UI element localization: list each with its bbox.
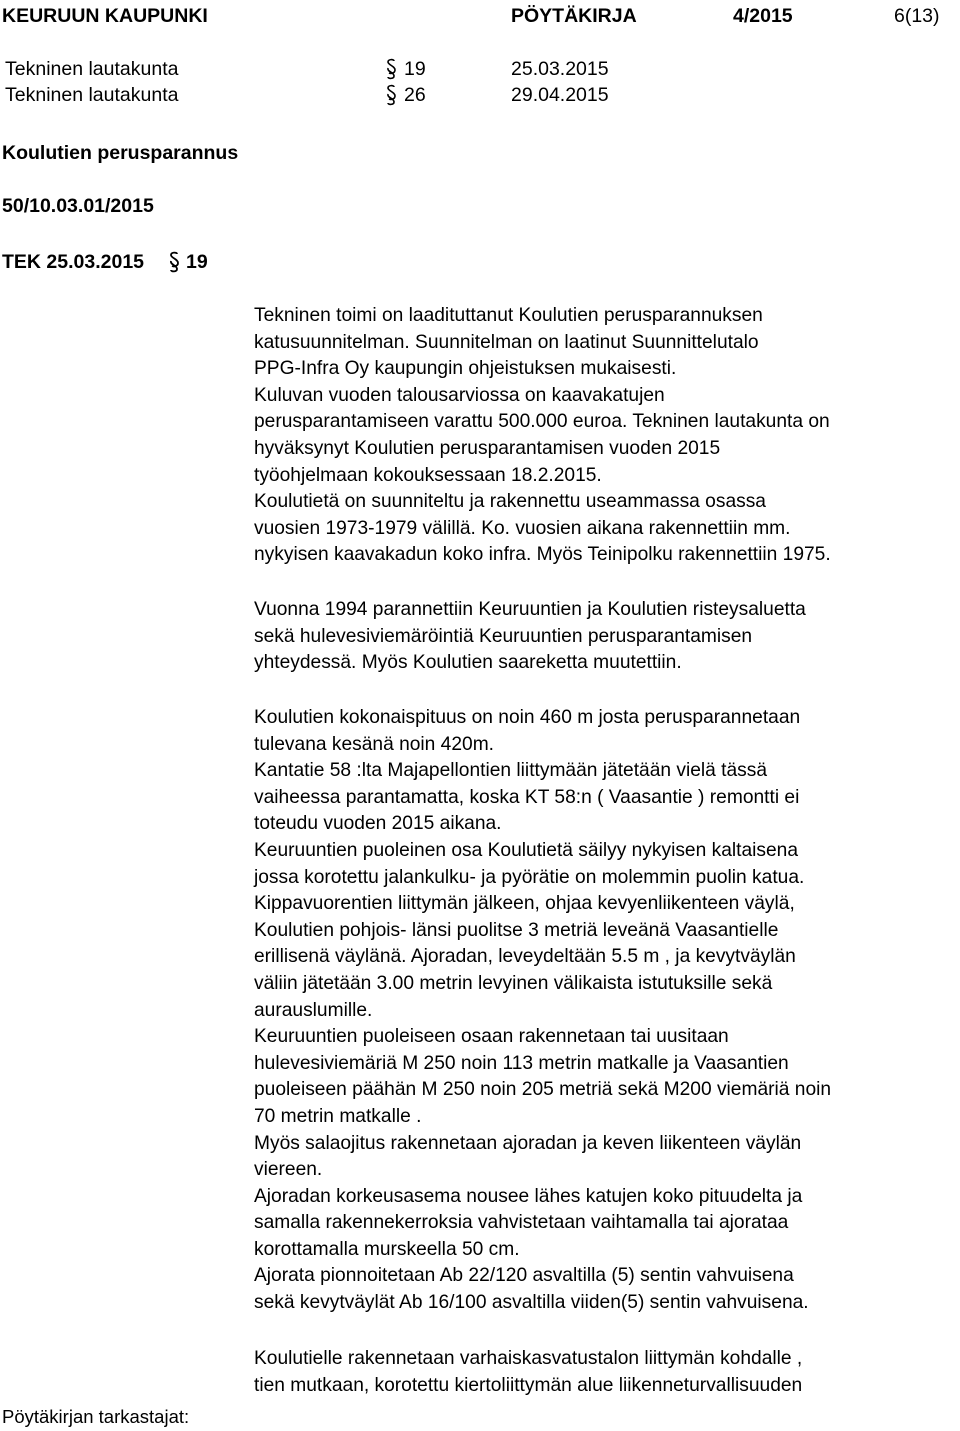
item-title: Koulutien perusparannus [2, 142, 239, 164]
text-line: Kuluvan vuoden talousarviossa on kaavakatujen [254, 384, 665, 406]
text-line: nykyisen kaavakadun koko infra. Myös Teinipolku rakennettiin 1975. [254, 544, 831, 566]
meeting-body-1: Tekninen lautakunta [5, 58, 179, 80]
page-number: 6(13) [894, 5, 940, 27]
text-line: erillisenä väylänä. Ajoradan, leveydeltään 5.5 m , ja kevytväylän [254, 946, 796, 968]
meeting-section-1: 19 [404, 58, 426, 80]
text-line: vuosien 1973-1979 välillä. Ko. vuosien aikana rakennettiin mm. [254, 517, 791, 539]
organization-name: KEURUUN KAUPUNKI [2, 5, 208, 27]
paragraph-2 [254, 597, 958, 677]
text-line: PPG-Infra Oy kaupungin ohjeistuksen mukaisesti. [254, 358, 677, 380]
text-line: Myös salaojitus rakennetaan ajoradan ja keven liikenteen väylän [254, 1132, 802, 1154]
meeting-date-2: 29.04.2015 [511, 84, 609, 106]
text-line: aurauslumille. [254, 999, 373, 1021]
text-line: Tekninen toimi on laadituttanut Koulutien perusparannuksen [254, 305, 763, 326]
text-line: Koulutielle rakennetaan varhaiskasvatustalon liittymän kohdalle , [254, 1348, 803, 1369]
paragraph-4 [254, 1346, 958, 1399]
text-line: puoleiseen päähän M 250 noin 205 metriä sekä M200 viemäriä noin [254, 1079, 832, 1101]
text-line: Keuruuntien puoleiseen osaan rakennetaan tai uusitaan [254, 1026, 729, 1048]
text-line: työohjelmaan kokouksessaan 18.2.2015. [254, 464, 602, 486]
text-line: Ajoradan korkeusasema nousee lähes katujen koko pituudelta ja [254, 1185, 803, 1207]
text-line: hyväksynyt Koulutien perusparantamisen vuoden 2015 [254, 437, 721, 459]
minutes-checkers-label: Pöytäkirjan tarkastajat: [2, 1406, 190, 1427]
text-line: Ajorata pionnoitetaan Ab 22/120 asvaltilla (5) sentin vahvuisena [254, 1265, 794, 1287]
item-reference: 50/10.03.01/2015 [2, 195, 154, 217]
document-number: 4/2015 [733, 5, 793, 27]
text-line: perusparantamiseen varattu 500.000 euroa. Tekninen lautakunta on [254, 411, 830, 433]
text-line: viereen. [254, 1159, 323, 1181]
tek-label: TEK 25.03.2015 [2, 251, 145, 273]
text-line: korottamalla murskeella 50 cm. [254, 1238, 520, 1260]
text-line: Vuonna 1994 parannettiin Keuruuntien ja Koulutien risteysaluetta [254, 599, 806, 620]
text-line: Keuruuntien puoleinen osa Koulutietä säilyy nykyisen kaltaisena [254, 839, 798, 861]
text-line: vaiheessa parantamatta, koska KT 58:n ( Vaasantie ) remontti ei [254, 786, 800, 808]
text-line: sekä kevytväylät Ab 16/100 asvaltilla viiden(5) sentin vahvuisena. [254, 1292, 809, 1314]
text-line: toteudu vuoden 2015 aikana. [254, 813, 502, 835]
text-line: Koulutien kokonaispituus on noin 460 m josta perusparannetaan [254, 707, 801, 728]
section-sign-icon [384, 58, 398, 80]
paragraph-3 [254, 705, 958, 1317]
section-sign-icon [167, 251, 181, 273]
text-line: Kantatie 58 :lta Majapellontien liittymään jätetään vielä tässä [254, 760, 768, 782]
text-line: 70 metrin matkalle . [254, 1105, 422, 1127]
tek-section: 19 [186, 251, 208, 273]
text-line: samalla rakennekerroksia vahvistetaan vaihtamalla tai ajorataa [254, 1212, 789, 1234]
text-line: sekä hulevesiviemäröintiä Keuruuntien perusparantamisen [254, 625, 753, 647]
text-line: tulevana kesänä noin 420m. [254, 733, 495, 755]
text-line: tien mutkaan, korotettu kiertoliittymän alue liikenneturvallisuuden [254, 1374, 803, 1396]
section-sign-icon [384, 84, 398, 106]
meeting-section-2: 26 [404, 84, 426, 106]
text-line: jossa korotettu jalankulku- ja pyörätie on molemmin puolin katua. [254, 866, 805, 888]
text-line: yhteydessä. Myös Koulutien saareketta muutettiin. [254, 652, 682, 674]
text-line: Kippavuorentien liittymän jälkeen, ohjaa kevyenliikenteen väylä, [254, 893, 795, 915]
text-line: hulevesiviemäriä M 250 noin 113 metrin matkalle ja Vaasantien [254, 1052, 789, 1074]
meeting-date-1: 25.03.2015 [511, 58, 609, 80]
document-type: PÖYTÄKIRJA [511, 5, 637, 27]
paragraph-1 [254, 303, 958, 569]
text-line: Koulutietä on suunniteltu ja rakennettu useammassa osassa [254, 491, 766, 513]
text-line: Koulutien pohjois- länsi puolitse 3 metriä leveänä Vaasantielle [254, 919, 779, 941]
meeting-body-2: Tekninen lautakunta [5, 84, 179, 106]
text-line: väliin jätetään 3.00 metrin levyinen välikaista istutuksille sekä [254, 972, 773, 994]
text-line: katusuunnitelman. Suunnitelman on laatinut Suunnittelutalo [254, 331, 759, 353]
